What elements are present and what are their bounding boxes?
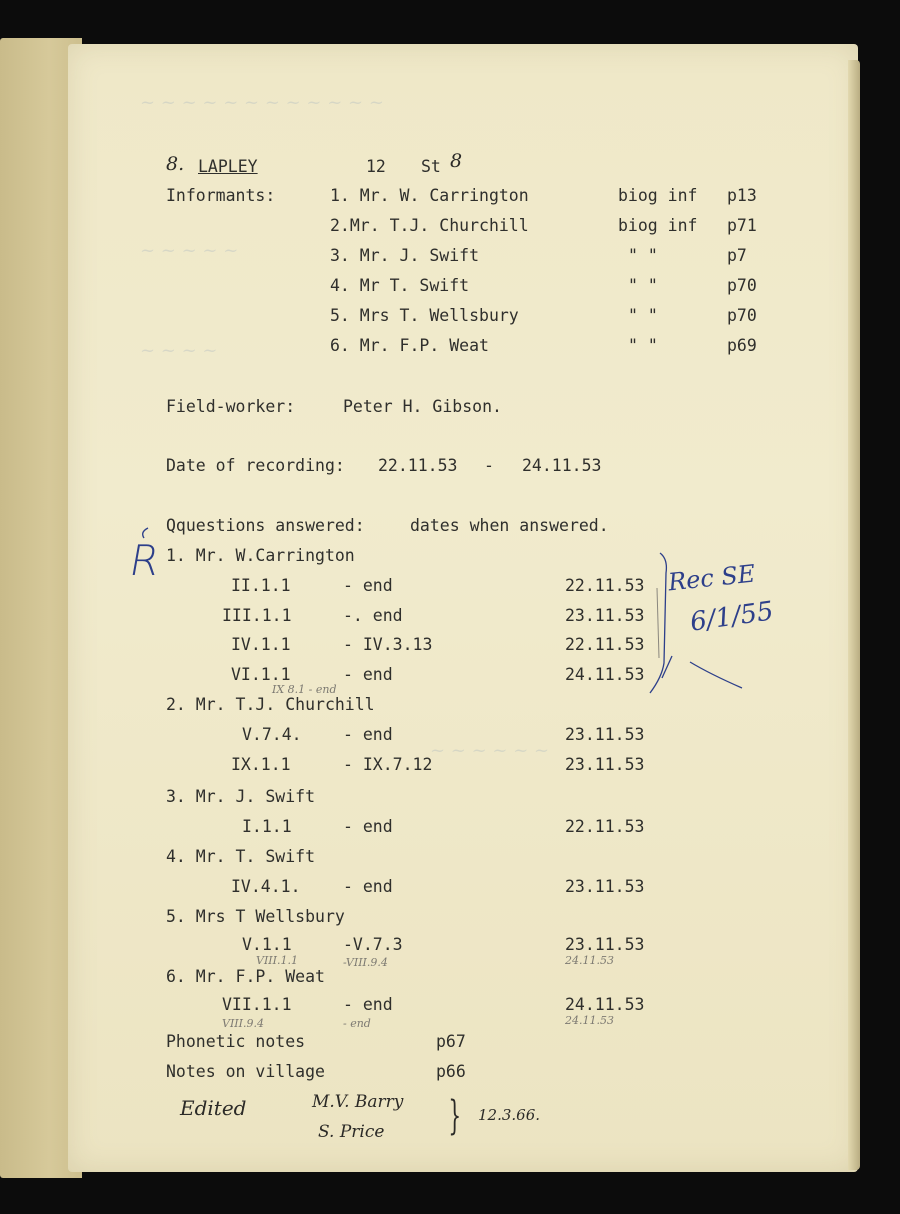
question-date: 24.11.53 <box>565 665 645 684</box>
question-range-to: -. end <box>343 606 403 625</box>
informant-info: " " <box>628 336 658 355</box>
pencil-annotation-weat-from: VIII.9.4 <box>222 1017 264 1030</box>
pencil-annotation-wellsbury-to: -VIII.9.4 <box>343 956 388 969</box>
informant-page: p71 <box>727 216 757 235</box>
header-county-hand-number: 8 <box>450 150 463 172</box>
edited-label: Edited <box>180 1096 247 1120</box>
show-through-text: ~ ~ ~ ~ ~ ~ <box>430 740 550 761</box>
question-date: 22.11.53 <box>565 817 645 836</box>
pencil-annotation-churchill: IX 8.1 - end <box>272 683 337 696</box>
recording-label: Date of recording: <box>166 456 345 475</box>
informant-name: 5. Mrs T. Wellsbury <box>330 306 519 325</box>
show-through-text: ~ ~ ~ ~ ~ ~ ~ ~ ~ ~ ~ ~ <box>140 92 384 113</box>
informants-label: Informants: <box>166 186 276 205</box>
village-notes-label: Notes on village <box>166 1062 325 1081</box>
rec-date-annotation: 6/1/55 <box>688 596 776 638</box>
header-county-number: 12 <box>366 157 386 176</box>
question-range-from: I.1.1 <box>242 817 292 836</box>
editor-1: M.V. Barry <box>312 1092 404 1112</box>
question-date: 23.11.53 <box>565 755 645 774</box>
informant-name: 2.Mr. T.J. Churchill <box>330 216 529 235</box>
question-range-from: III.1.1 <box>222 606 292 625</box>
question-group-name: 4. Mr. T. Swift <box>166 847 316 866</box>
question-range-to: - end <box>343 725 393 744</box>
informant-name: 4. Mr T. Swift <box>330 276 470 295</box>
question-range-from: V.7.4. <box>242 725 302 744</box>
informant-name: 6. Mr. F.P. Weat <box>330 336 489 355</box>
question-range-from: II.1.1 <box>231 576 291 595</box>
pencil-annotation-weat-to: - end <box>343 1017 371 1030</box>
question-range-to: - IX.7.12 <box>343 755 433 774</box>
phonetic-notes-label: Phonetic notes <box>166 1032 306 1051</box>
header-place: LAPLEY <box>198 157 258 176</box>
recording-start: 22.11.53 <box>378 456 458 475</box>
phonetic-notes-page: p67 <box>436 1032 466 1051</box>
show-through-text: ~ ~ ~ ~ <box>140 340 218 361</box>
question-range-from: IX.1.1 <box>231 755 291 774</box>
question-range-from: IV.4.1. <box>231 877 301 896</box>
informant-page: p70 <box>727 276 757 295</box>
question-range-to: - end <box>343 877 393 896</box>
question-range-to: -V.7.3 <box>343 935 403 954</box>
question-range-to: - end <box>343 576 393 595</box>
question-group-name: 5. Mrs T Wellsbury <box>166 907 345 926</box>
pencil-annotation-wellsbury-date: 24.11.53 <box>565 954 614 967</box>
fieldworker-value: Peter H. Gibson. <box>343 397 502 416</box>
question-range-to: - end <box>343 665 393 684</box>
informant-name: 1. Mr. W. Carrington <box>330 186 529 205</box>
question-date: 23.11.53 <box>565 935 645 954</box>
informant-page: p7 <box>727 246 747 265</box>
pencil-annotation-weat-date: 24.11.53 <box>565 1014 614 1027</box>
informant-info: " " <box>628 276 658 295</box>
informant-info: biog inf <box>618 186 698 205</box>
question-date: 23.11.53 <box>565 606 645 625</box>
question-group-name: 3. Mr. J. Swift <box>166 787 316 806</box>
edited-date: 12.3.66. <box>478 1106 541 1124</box>
question-group-name: 2. Mr. T.J. Churchill <box>166 695 375 714</box>
question-date: 23.11.53 <box>565 877 645 896</box>
header-number: 8. <box>166 153 185 175</box>
informant-page: p13 <box>727 186 757 205</box>
rec-se-annotation: Rec SE <box>666 559 757 597</box>
question-range-from: V.1.1 <box>242 935 292 954</box>
question-group-name: 1. Mr. W.Carrington <box>166 546 355 565</box>
rec-underline-stroke <box>690 662 742 688</box>
informant-page: p69 <box>727 336 757 355</box>
question-range-to: - end <box>343 995 393 1014</box>
questions-heading: Qquestions answered: <box>166 516 365 535</box>
question-date: 22.11.53 <box>565 576 645 595</box>
village-notes-page: p66 <box>436 1062 466 1081</box>
show-through-text: ~ ~ ~ ~ ~ <box>140 240 239 261</box>
recording-dash: - <box>484 456 494 475</box>
fieldworker-label: Field-worker: <box>166 397 296 416</box>
question-date: 24.11.53 <box>565 995 645 1014</box>
question-range-from: VI.1.1 <box>231 665 291 684</box>
informant-info: biog inf <box>618 216 698 235</box>
header-county-abbr: St <box>421 157 441 176</box>
margin-curve-mark <box>143 528 148 538</box>
informant-page: p70 <box>727 306 757 325</box>
questions-subheading: dates when answered. <box>410 516 609 535</box>
pencil-bracket-stroke <box>657 588 659 658</box>
question-range-to: - end <box>343 817 393 836</box>
informant-info: " " <box>628 246 658 265</box>
question-range-from: IV.1.1 <box>231 635 291 654</box>
editors-brace: } <box>448 1093 462 1139</box>
pencil-annotation-wellsbury-from: VIII.1.1 <box>256 954 298 967</box>
recording-end: 24.11.53 <box>522 456 602 475</box>
question-date: 23.11.53 <box>565 725 645 744</box>
question-range-to: - IV.3.13 <box>343 635 433 654</box>
question-group-name: 6. Mr. F.P. Weat <box>166 967 325 986</box>
r-margin-mark: R <box>125 536 164 585</box>
question-date: 22.11.53 <box>565 635 645 654</box>
informant-name: 3. Mr. J. Swift <box>330 246 480 265</box>
informant-info: " " <box>628 306 658 325</box>
editor-2: S. Price <box>318 1122 385 1142</box>
question-range-from: VII.1.1 <box>222 995 292 1014</box>
